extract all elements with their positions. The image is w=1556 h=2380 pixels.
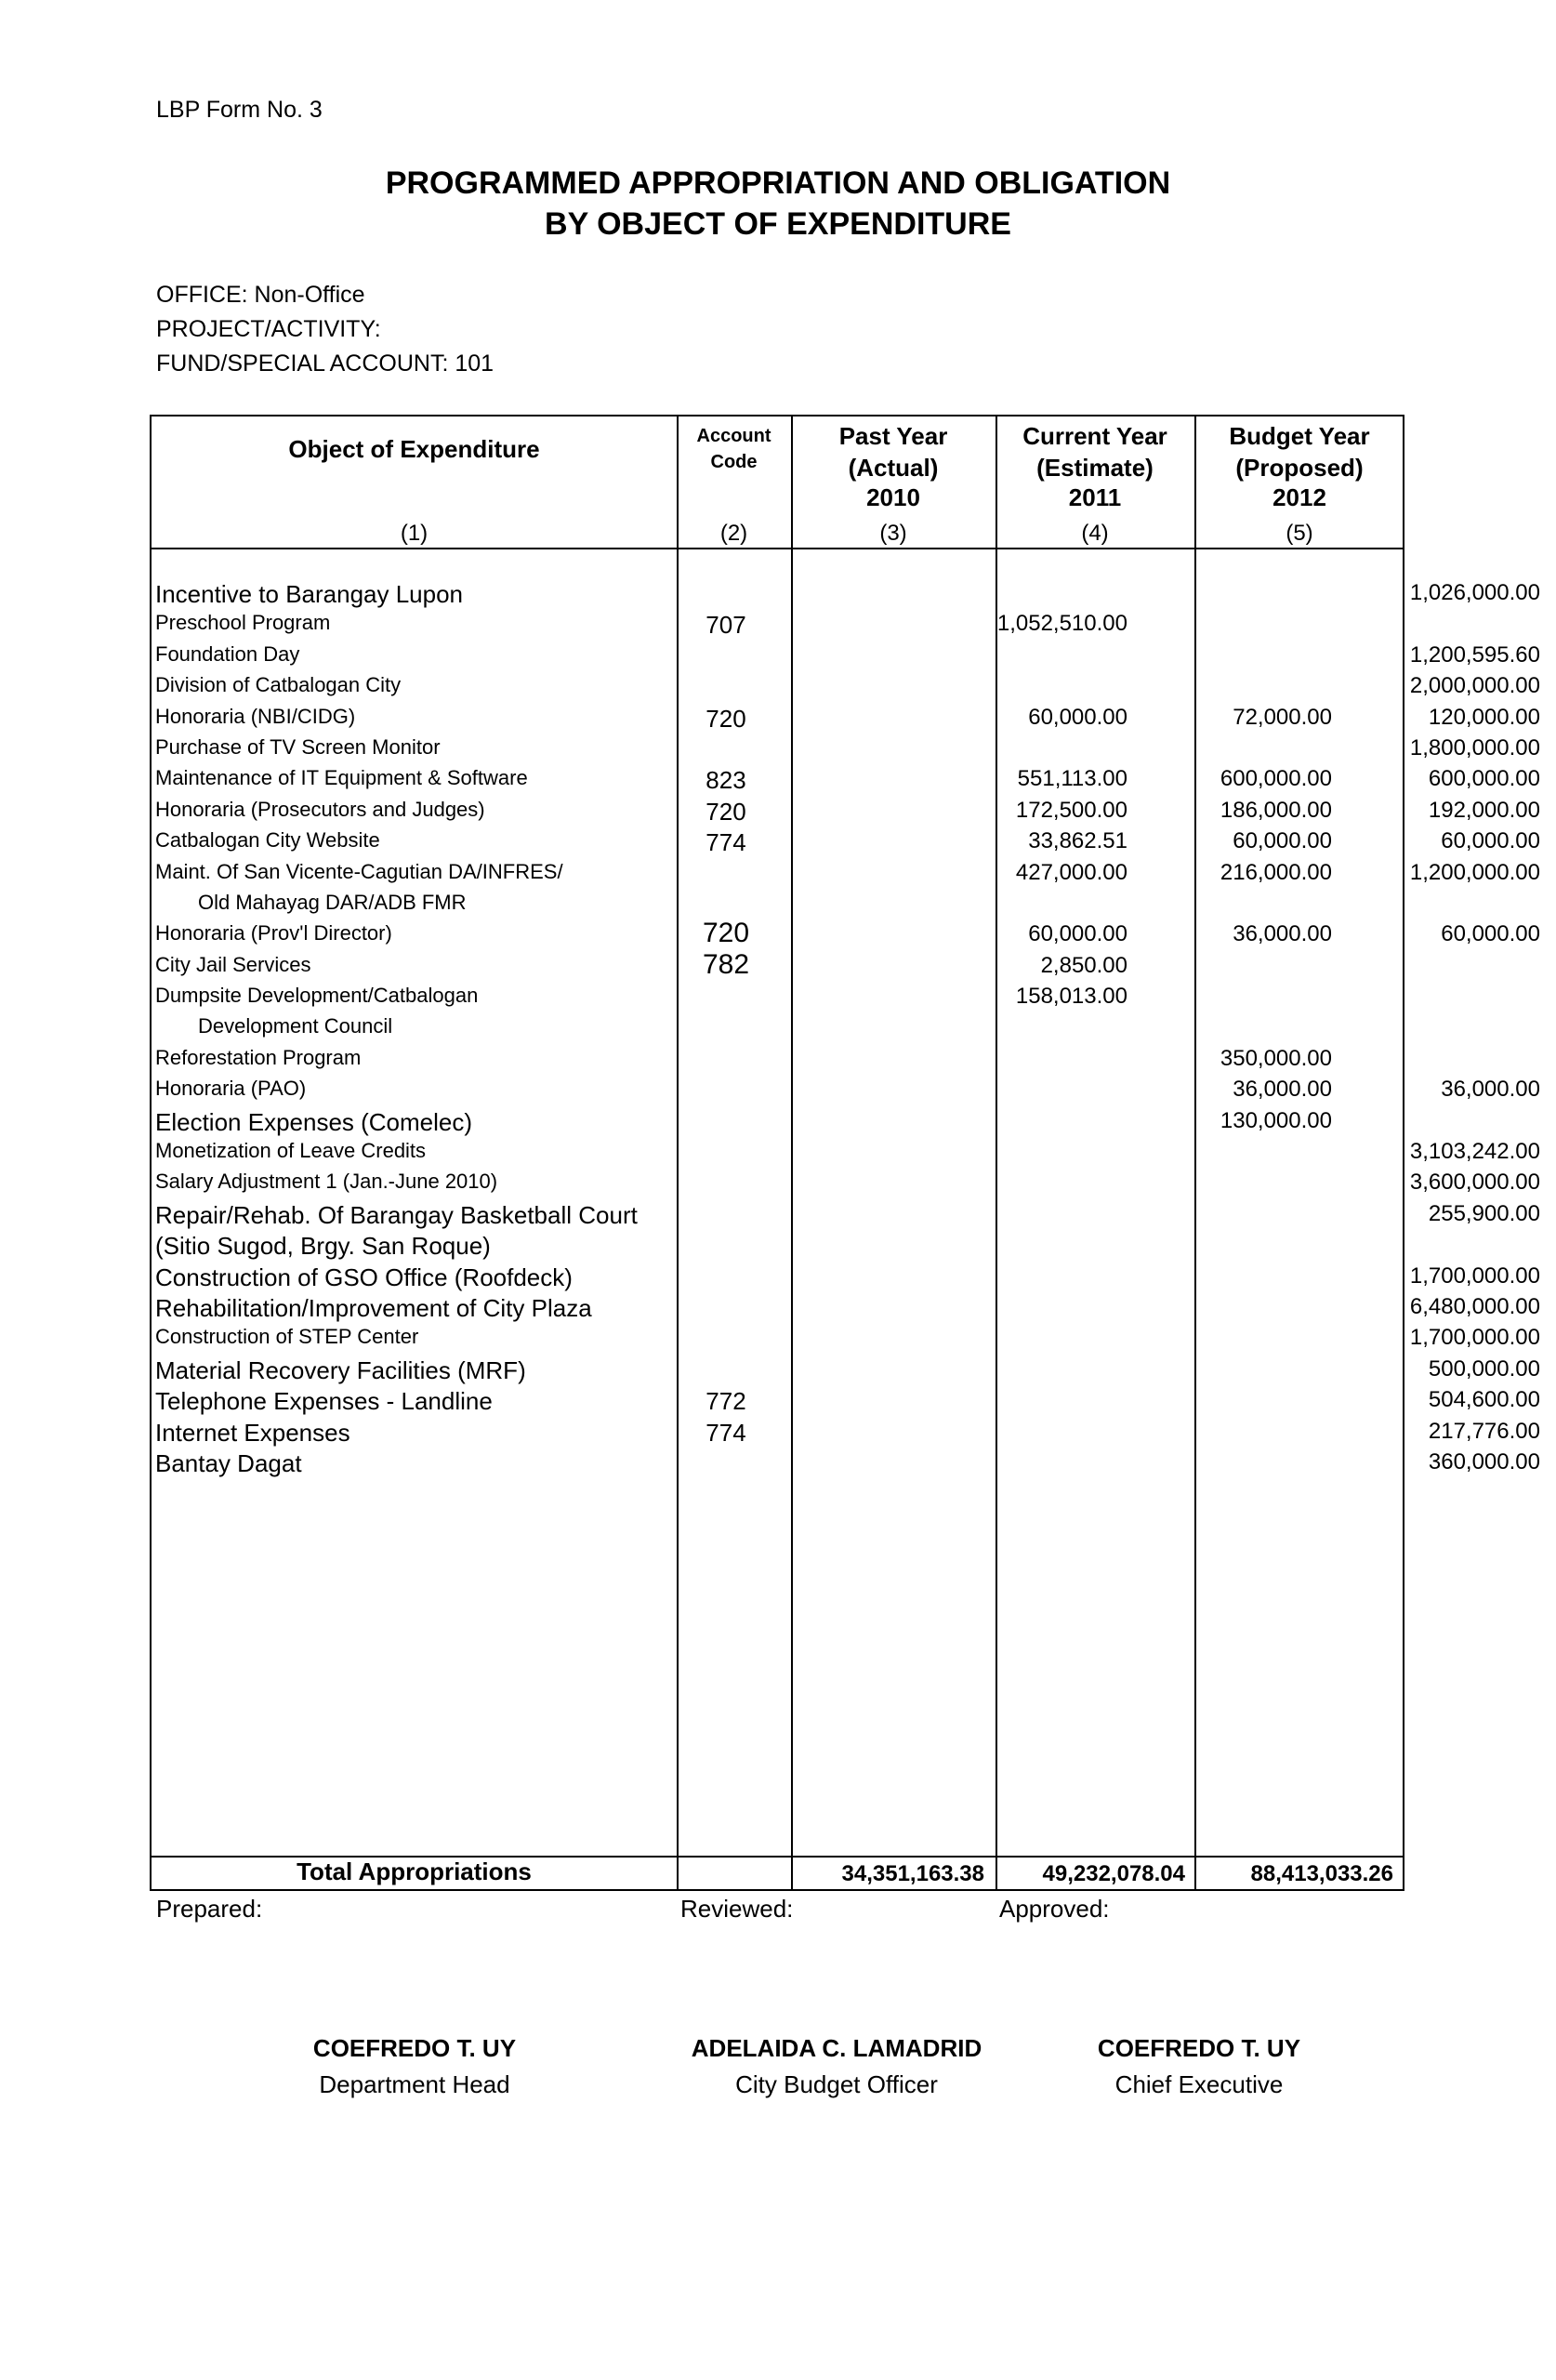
table-row — [152, 794, 1540, 826]
approved-label: Approved: — [999, 1895, 1110, 1923]
document-title-line1: PROGRAMMED APPROPRIATION AND OBLIGATION — [385, 165, 1171, 201]
row-current-year: 72,000.00 — [1233, 704, 1332, 730]
prepared-name: COEFREDO T. UY — [312, 2034, 517, 2062]
row-account-code: 782 — [702, 948, 750, 980]
approved-title: Chief Executive — [1114, 2070, 1284, 2098]
row-past-year: 158,013.00 — [1015, 984, 1127, 1010]
expenditure-rows — [152, 576, 1540, 1477]
total-label: Total Appropriations — [297, 1858, 532, 1885]
header-divider — [152, 548, 1403, 549]
row-description: (Sitio Sugod, Brgy. San Roque) — [155, 1232, 491, 1261]
header-object: Object of Expenditure — [288, 435, 540, 463]
reviewed-title: City Budget Officer — [735, 2070, 938, 2098]
row-description: Incentive to Barangay Lupon — [155, 580, 464, 608]
column-number-4: (4) — [1081, 521, 1109, 546]
row-budget-year: 36,000.00 — [1441, 1077, 1540, 1103]
table-row — [152, 1197, 1540, 1229]
project-field: PROJECT/ACTIVITY: — [156, 316, 381, 342]
row-current-year: 186,000.00 — [1220, 797, 1332, 823]
row-budget-year: 1,200,000.00 — [1409, 859, 1540, 885]
row-past-year: 172,500.00 — [1015, 797, 1127, 823]
row-account-code: 774 — [705, 1418, 746, 1447]
row-description: Construction of STEP Center — [155, 1325, 419, 1349]
row-description: Rehabilitation/Improvement of City Plaza — [155, 1293, 592, 1322]
row-budget-year: 600,000.00 — [1428, 766, 1540, 792]
row-past-year: 60,000.00 — [1028, 921, 1127, 947]
header-current-2: (Estimate) — [1036, 454, 1154, 482]
row-description: Honoraria (PAO) — [155, 1077, 307, 1101]
row-budget-year: 120,000.00 — [1428, 704, 1540, 730]
reviewed-label: Reviewed: — [680, 1895, 794, 1923]
table-row — [152, 1383, 1540, 1416]
table-row — [152, 887, 1403, 918]
table-row — [152, 856, 1540, 887]
row-budget-year: 192,000.00 — [1428, 797, 1540, 823]
fund-field: FUND/SPECIAL ACCOUNT: 101 — [156, 350, 494, 377]
table-row — [152, 1073, 1540, 1104]
table-row — [152, 576, 1540, 608]
row-description: Telephone Expenses - Landline — [155, 1387, 493, 1416]
row-budget-year: 1,026,000.00 — [1409, 580, 1540, 605]
total-current: 49,232,078.04 — [1042, 1861, 1185, 1886]
row-past-year: 2,850.00 — [1040, 952, 1127, 978]
column-number-3: (3) — [879, 521, 907, 546]
table-row — [152, 1415, 1540, 1447]
row-budget-year: 3,600,000.00 — [1409, 1170, 1540, 1196]
table-row — [152, 825, 1540, 857]
row-current-year: 216,000.00 — [1220, 859, 1332, 885]
row-description: Catbalogan City Website — [155, 828, 380, 853]
table-row — [152, 1353, 1540, 1384]
table-row — [152, 1290, 1540, 1322]
column-number-5: (5) — [1286, 521, 1313, 546]
row-description: Reforestation Program — [155, 1045, 362, 1069]
table-row — [152, 1321, 1540, 1352]
row-past-year: 427,000.00 — [1015, 859, 1127, 885]
column-number-1: (1) — [400, 521, 429, 546]
table-row — [152, 732, 1540, 762]
row-description: Purchase of TV Screen Monitor — [155, 734, 441, 759]
prepared-label: Prepared: — [156, 1895, 263, 1923]
row-description: Bantay Dagat — [155, 1448, 302, 1477]
table-row — [152, 1166, 1540, 1197]
table-row — [152, 1104, 1403, 1135]
row-past-year: 1,052,510.00 — [996, 611, 1127, 637]
row-account-code: 772 — [705, 1387, 746, 1416]
row-description: Repair/Rehab. Of Barangay Basketball Court — [155, 1200, 638, 1229]
office-field: OFFICE: Non-Office — [156, 282, 365, 308]
header-budget-2: (Proposed) — [1235, 454, 1364, 482]
table-row — [152, 1135, 1540, 1166]
row-budget-year: 1,700,000.00 — [1409, 1263, 1540, 1289]
row-description: Old Mahayag DAR/ADB FMR — [198, 890, 467, 914]
row-description: Construction of GSO Office (Roofdeck) — [155, 1263, 573, 1291]
row-description: Division of Catbalogan City — [155, 673, 402, 697]
row-current-year: 60,000.00 — [1233, 828, 1332, 854]
table-row — [152, 669, 1540, 700]
row-past-year: 33,862.51 — [1028, 828, 1127, 854]
table-row — [152, 1228, 1403, 1259]
row-description: Monetization of Leave Credits — [155, 1139, 427, 1163]
header-current-year: 2011 — [1068, 483, 1122, 511]
document-title-line2: BY OBJECT OF EXPENDITURE — [545, 206, 1011, 242]
appropriation-table — [150, 415, 1540, 1891]
row-current-year: 36,000.00 — [1233, 921, 1332, 947]
row-budget-year: 504,600.00 — [1428, 1387, 1540, 1413]
row-description: Salary Adjustment 1 (Jan.-June 2010) — [155, 1170, 498, 1194]
form-number: LBP Form No. 3 — [156, 97, 323, 123]
row-description: Maint. Of San Vicente-Cagutian DA/INFRES/ — [155, 859, 563, 883]
row-account-code: 707 — [705, 611, 746, 640]
table-row — [152, 918, 1540, 949]
row-description: Development Council — [198, 1014, 393, 1038]
row-budget-year: 360,000.00 — [1428, 1448, 1540, 1474]
table-row — [152, 701, 1540, 733]
header-past-2: (Actual) — [848, 454, 939, 482]
row-description: Preschool Program — [155, 611, 331, 635]
table-row — [152, 1042, 1403, 1073]
row-past-year: 60,000.00 — [1028, 704, 1127, 730]
row-current-year: 600,000.00 — [1220, 766, 1332, 792]
row-past-year: 551,113.00 — [1017, 766, 1127, 792]
reviewed-name: ADELAIDA C. LAMADRID — [691, 2034, 982, 2062]
header-budget-1: Budget Year — [1229, 422, 1370, 450]
row-account-code: 774 — [705, 828, 746, 857]
row-budget-year: 217,776.00 — [1428, 1418, 1540, 1444]
row-description: Dumpsite Development/Catbalogan — [155, 984, 479, 1008]
row-description: Honoraria (Prosecutors and Judges) — [155, 797, 485, 821]
table-row — [152, 639, 1540, 669]
header-account-1: Account — [696, 426, 771, 446]
row-description: Foundation Day — [155, 641, 300, 666]
row-budget-year: 1,200,595.60 — [1409, 641, 1540, 668]
row-budget-year: 500,000.00 — [1428, 1355, 1540, 1382]
row-budget-year: 3,103,242.00 — [1409, 1139, 1540, 1165]
row-account-code: 823 — [705, 766, 746, 795]
row-budget-year: 60,000.00 — [1441, 828, 1540, 854]
row-description: Honoraria (Prov'l Director) — [155, 921, 392, 945]
row-description: Election Expenses (Comelec) — [155, 1107, 473, 1136]
table-row — [152, 1011, 1403, 1041]
row-account-code: 720 — [705, 704, 746, 733]
row-budget-year: 1,700,000.00 — [1409, 1325, 1540, 1351]
prepared-title: Department Head — [319, 2070, 510, 2098]
row-current-year: 130,000.00 — [1220, 1107, 1332, 1133]
row-account-code: 720 — [702, 918, 750, 949]
row-description: Honoraria (NBI/CIDG) — [155, 704, 356, 728]
row-budget-year: 6,480,000.00 — [1409, 1293, 1540, 1319]
row-budget-year: 1,800,000.00 — [1409, 734, 1540, 760]
row-current-year: 350,000.00 — [1220, 1045, 1332, 1071]
total-past: 34,351,163.38 — [841, 1861, 984, 1886]
table-row — [152, 980, 1403, 1011]
row-description: Maintenance of IT Equipment & Software — [155, 766, 528, 790]
column-number-2: (2) — [719, 521, 748, 546]
table-row — [152, 949, 1403, 980]
header-account-2: Code — [710, 452, 758, 472]
header-budget-year: 2012 — [1272, 483, 1326, 511]
row-description: Material Recovery Facilities (MRF) — [155, 1355, 526, 1384]
row-budget-year: 255,900.00 — [1428, 1200, 1540, 1226]
row-description: Internet Expenses — [155, 1418, 350, 1447]
total-budget: 88,413,033.26 — [1250, 1861, 1393, 1886]
table-row — [152, 1446, 1540, 1477]
table-row — [152, 762, 1540, 795]
row-budget-year: 2,000,000.00 — [1409, 673, 1540, 699]
approved-name: COEFREDO T. UY — [1097, 2034, 1301, 2062]
header-past-year: 2010 — [866, 483, 920, 511]
table-row — [152, 1260, 1540, 1291]
header-past-1: Past Year — [838, 422, 948, 450]
row-account-code: 720 — [705, 797, 746, 826]
row-description: City Jail Services — [155, 952, 311, 976]
table-row — [152, 607, 1403, 638]
row-budget-year: 60,000.00 — [1441, 921, 1540, 947]
header-current-1: Current Year — [1022, 422, 1167, 450]
row-current-year: 36,000.00 — [1233, 1077, 1332, 1103]
